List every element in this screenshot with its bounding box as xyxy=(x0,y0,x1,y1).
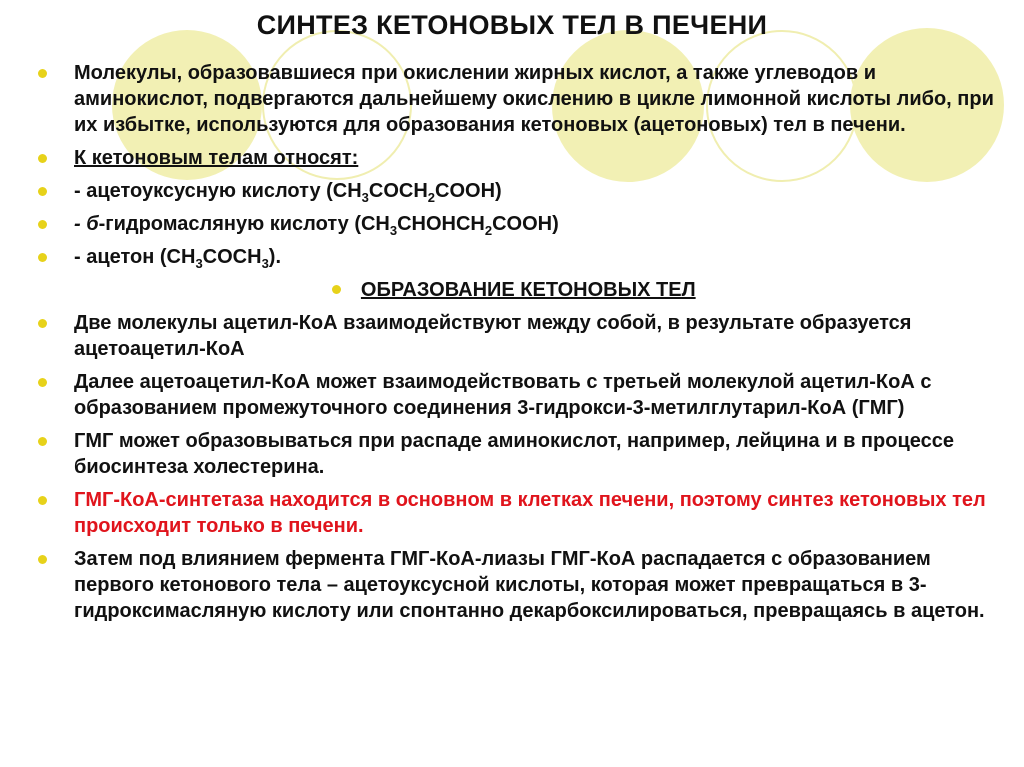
list-item xyxy=(34,310,994,362)
bullet-icon xyxy=(38,154,47,163)
bullet-icon xyxy=(38,69,47,78)
list-item xyxy=(34,178,994,204)
bullet-icon xyxy=(38,187,47,196)
formula-text: - ацетон $(CH_3COCH_3)$. xyxy=(74,246,282,271)
bullet-icon xyxy=(38,220,47,229)
list-item xyxy=(34,369,994,421)
list-item xyxy=(34,211,994,237)
paragraph-text: Далее ацетоацетил-КоА может взаимодействовать с третьей молекулой ацетил-КоА с образованием промежуточного соединения 3-гидрокси-3-метилглутарил-КоА (ГМГ) xyxy=(74,371,932,419)
paragraph-text: Две молекулы ацетил-КоА взаимодействуют между собой, в результате образуется ацетоацетил-КоА xyxy=(74,312,912,360)
list-item xyxy=(34,546,994,624)
slide-title: СИНТЕЗ КЕТОНОВЫХ ТЕЛ В ПЕЧЕНИ xyxy=(256,10,768,40)
list-item xyxy=(34,60,994,138)
list-item xyxy=(34,428,994,480)
formula-text: - ацетоуксусную кислоту $(CH_3COCH_2COOH)$ xyxy=(74,180,502,205)
bullet-icon xyxy=(38,496,47,505)
section-heading xyxy=(34,277,994,303)
bullet-icon xyxy=(332,285,341,294)
list-item-highlighted xyxy=(34,487,994,539)
list-item xyxy=(34,244,994,270)
bullet-icon xyxy=(38,253,47,262)
section-heading-text: ОБРАЗОВАНИЕ КЕТОНОВЫХ ТЕЛ xyxy=(360,279,696,301)
bullet-icon xyxy=(38,437,47,446)
bullet-icon xyxy=(38,555,47,564)
paragraph-text: ГМГ-КоА-синтетаза находится в основном в клетках печени, поэтому синтез кетоновых тел происходит только в печени. xyxy=(74,489,986,537)
paragraph-text: Молекулы, образовавшиеся при окислении жирных кислот, а также углеводов и аминокислот, подвергаются дальнейшему окислению в цикле лимонной кислоты либо, при их избытке, используются для образования кетоновых (ацетоновых) тел в печени. xyxy=(74,62,994,136)
bullet-list xyxy=(34,60,994,631)
bullet-icon xyxy=(38,378,47,387)
subheading-text: К кетоновым телам относят: xyxy=(74,147,359,169)
list-item xyxy=(34,145,994,171)
formula-text: - б-гидромасляную кислоту $(CH_3CHOHCH_2COOH)$ xyxy=(74,213,559,238)
bullet-icon xyxy=(38,319,47,328)
paragraph-text: Затем под влиянием фермента ГМГ-КоА-лиазы ГМГ-КоА распадается с образованием первого кетонового тела – ацетоуксусной кислоты, которая может превращаться в 3-гидроксимасляную кислоту или спонтанно декарбоксилироваться, превращаясь в ацетон. xyxy=(74,548,985,622)
paragraph-text: ГМГ может образовываться при распаде аминокислот, например, лейцина и в процессе биосинтеза холестерина. xyxy=(74,430,954,478)
